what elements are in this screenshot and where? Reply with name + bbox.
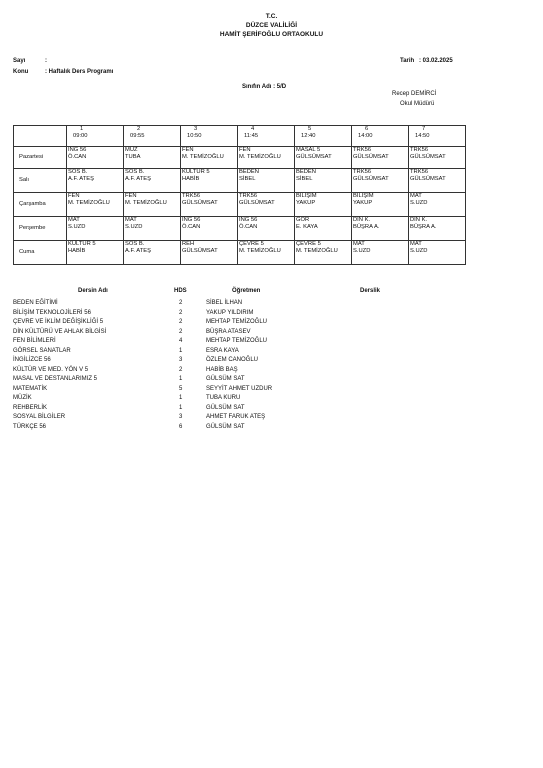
period-header-row: [14, 126, 466, 147]
day-label: Salı: [14, 169, 67, 193]
lesson-cell: [295, 193, 352, 217]
course-name: BEDEN EĞİTİMİ: [13, 300, 58, 306]
course-teacher: SİBEL İLHAN: [206, 300, 243, 306]
schedule-row-cuma: [14, 241, 466, 265]
course-hours: 5: [179, 385, 183, 392]
lesson-subject: MAT: [410, 241, 422, 247]
lesson-teacher: M. TEMİZOĞLU: [239, 154, 281, 160]
period-time: 14:00: [358, 133, 373, 139]
lesson-cell: [181, 193, 238, 217]
lesson-cell: [352, 147, 409, 169]
schedule-table: [13, 125, 466, 265]
header-school-name: HAMİT ŞERİFOĞLU ORTAOKULU: [219, 31, 324, 38]
period-header: [409, 126, 466, 147]
period-number: 5: [308, 126, 312, 132]
lesson-subject: DİN K.: [410, 217, 428, 223]
course-teacher: MEHTAP TEMİZOĞLU: [206, 338, 268, 344]
lesson-teacher: M. TEMİZOĞLU: [296, 248, 338, 254]
lesson-teacher: Ö.CAN: [182, 224, 201, 230]
lesson-subject: BEDEN: [239, 169, 259, 175]
course-row: [13, 356, 313, 366]
lesson-subject: MÜZ: [125, 147, 138, 153]
course-row: [13, 394, 313, 404]
col-header-teacher: Öğretmen: [232, 288, 261, 294]
lesson-cell: [67, 193, 124, 217]
schedule-row-pazartesi: [14, 147, 466, 169]
course-name: DİN KÜLTÜRÜ VE AHLAK BİLGİSİ: [13, 328, 107, 335]
lesson-subject: MAT: [353, 241, 365, 247]
lesson-cell: [181, 241, 238, 265]
lesson-cell: [352, 169, 409, 193]
lesson-teacher: HABİB: [68, 248, 86, 254]
lesson-teacher: Ö.CAN: [239, 224, 258, 230]
col-header-course: Dersin Adı: [78, 288, 108, 294]
lesson-cell: [238, 217, 295, 241]
period-number: 1: [80, 126, 84, 132]
day-label: Perşembe: [14, 217, 67, 241]
lesson-teacher: E. KAYA: [296, 224, 318, 230]
lesson-teacher: YAKUP: [296, 200, 316, 206]
header-tc: T.C.: [265, 13, 278, 20]
lesson-subject: DİN K.: [353, 217, 371, 223]
course-name: SOSYAL BİLGİLER: [13, 414, 66, 420]
lesson-cell: [124, 169, 181, 193]
schedule-row-carsamba: [14, 193, 466, 217]
lesson-cell: [238, 193, 295, 217]
course-name: MASAL VE DESTANLARIMIZ 5: [13, 376, 98, 382]
day-label: Çarşamba: [14, 193, 67, 217]
lesson-cell: [238, 241, 295, 265]
lesson-teacher: S.UZD: [125, 224, 143, 230]
period-number: 4: [251, 126, 255, 132]
course-hours: 1: [179, 404, 183, 411]
schedule-row-persembe: [14, 217, 466, 241]
lesson-cell: [409, 147, 466, 169]
course-hours: 6: [179, 423, 183, 430]
course-teacher: ÖZLEM CANOĞLU: [206, 357, 259, 363]
lesson-cell: [181, 169, 238, 193]
course-teacher: TUBA KURU: [206, 395, 241, 401]
lesson-teacher: S.UZD: [68, 224, 86, 230]
course-teacher: MEHTAP TEMİZOĞLU: [206, 319, 268, 325]
course-row: [13, 309, 313, 319]
lesson-subject: TRK56: [410, 169, 429, 175]
period-header: [124, 126, 181, 147]
lesson-teacher: TUBA: [125, 154, 141, 160]
lesson-cell: [295, 169, 352, 193]
lesson-subject: GÖR: [296, 217, 310, 223]
lesson-teacher: SİBEL: [296, 176, 313, 182]
course-hours: 2: [179, 328, 183, 335]
course-hours: 2: [179, 319, 183, 325]
lesson-cell: [295, 147, 352, 169]
period-time: 14:50: [415, 133, 430, 139]
lesson-subject: TRK56: [410, 147, 429, 153]
lesson-teacher: Ö.CAN: [68, 154, 87, 160]
course-name: FEN BİLİMLERİ: [13, 338, 56, 344]
course-name: REHBERLİK: [13, 404, 48, 411]
lesson-teacher: M. TEMİZOĞLU: [182, 154, 224, 160]
course-teacher: BÜŞRA ATASEV: [206, 328, 251, 335]
course-row: [13, 337, 313, 347]
lesson-cell: [409, 217, 466, 241]
course-name: GÖRSEL SANATLAR: [13, 347, 71, 354]
lesson-teacher: S.UZD: [410, 248, 428, 254]
course-name: BİLİŞİM TEKNOLOJİLERİ 56: [13, 309, 91, 316]
course-teacher: HABİB BAŞ: [206, 366, 238, 373]
course-hours: 1: [179, 376, 183, 382]
tarih-value: : 03.02.2025: [419, 58, 453, 64]
lesson-subject: FEN: [125, 193, 137, 199]
lesson-cell: [124, 241, 181, 265]
sayi-value: :: [45, 58, 47, 64]
lesson-teacher: S.UZD: [353, 248, 371, 254]
lesson-teacher: GÜLSÜMSAT: [239, 200, 275, 206]
lesson-cell: [295, 241, 352, 265]
lesson-subject: KÜLTÜR 5: [182, 169, 210, 175]
lesson-cell: [181, 217, 238, 241]
course-row: [13, 299, 313, 309]
course-teacher: GÜLSÜM SAT: [206, 404, 245, 411]
lesson-cell: [238, 147, 295, 169]
corner-cell: [14, 126, 67, 147]
period-time: 12:40: [301, 133, 316, 139]
lesson-teacher: M. TEMİZOĞLU: [125, 200, 167, 206]
lesson-subject: BİLİŞİM: [296, 193, 317, 199]
lesson-teacher: GÜLSÜMSAT: [182, 200, 218, 206]
lesson-subject: TRK56: [353, 169, 372, 175]
course-row: [13, 413, 313, 423]
period-time: 09:55: [130, 133, 145, 139]
lesson-teacher: GÜLSÜMSAT: [410, 154, 446, 160]
lesson-subject: MASAL 5: [296, 147, 321, 153]
lesson-subject: SOS B.: [68, 169, 88, 175]
course-teacher: SEYYİT AHMET UZDUR: [206, 385, 273, 392]
lesson-teacher: GÜLSÜMSAT: [296, 154, 332, 160]
lesson-cell: [124, 217, 181, 241]
lesson-subject: MAT: [410, 193, 422, 199]
period-time: 11:45: [244, 133, 259, 139]
lesson-cell: [352, 217, 409, 241]
course-row: [13, 375, 313, 385]
lesson-teacher: HABİB: [182, 176, 200, 182]
period-header: [352, 126, 409, 147]
lesson-subject: İNG 56: [182, 217, 201, 223]
period-header: [295, 126, 352, 147]
lesson-teacher: M. TEMİZOĞLU: [239, 248, 281, 254]
lesson-teacher: SİBEL: [239, 176, 256, 182]
period-time: 10:50: [187, 133, 202, 139]
course-list: [13, 299, 313, 432]
period-header: [238, 126, 295, 147]
lesson-subject: REH: [182, 241, 195, 247]
lesson-cell: [409, 193, 466, 217]
lesson-cell: [67, 147, 124, 169]
lesson-cell: [124, 193, 181, 217]
period-number: 3: [194, 126, 198, 132]
lesson-teacher: A.F. ATEŞ: [125, 176, 151, 182]
period-number: 2: [137, 126, 141, 132]
course-hours: 2: [179, 300, 183, 306]
period-time: 09:00: [73, 133, 88, 139]
course-row: [13, 385, 313, 395]
lesson-subject: KÜLTÜR 5: [68, 241, 96, 247]
lesson-subject: BİLİŞİM: [353, 193, 374, 199]
lesson-subject: BEDEN: [296, 169, 316, 175]
course-hours: 3: [179, 414, 183, 420]
course-name: MATEMATİK: [13, 385, 48, 392]
course-teacher: AHMET FARUK ATEŞ: [206, 414, 266, 420]
konu-value: : Haftalık Ders Programı: [45, 69, 114, 75]
lesson-teacher: A.F. ATEŞ: [68, 176, 94, 182]
course-name: ÇEVRE VE İKLİM DEĞİŞİKLİĞİ 5: [13, 319, 104, 325]
period-number: 7: [422, 126, 426, 132]
lesson-teacher: BÜŞRA A.: [410, 224, 437, 230]
lesson-teacher: GÜLSÜMSAT: [353, 154, 389, 160]
lesson-cell: [67, 241, 124, 265]
course-hours: 1: [179, 347, 183, 354]
day-label: Cuma: [14, 241, 67, 265]
lesson-teacher: GÜLSÜMSAT: [410, 176, 446, 182]
course-hours: 1: [179, 395, 183, 401]
course-row: [13, 404, 313, 414]
lesson-cell: [352, 241, 409, 265]
schedule-row-sali: [14, 169, 466, 193]
lesson-cell: [67, 169, 124, 193]
course-teacher: GÜLSÜM SAT: [206, 423, 245, 430]
lesson-teacher: A.F. ATEŞ: [125, 248, 151, 254]
period-header: [181, 126, 238, 147]
lesson-subject: MAT: [68, 217, 80, 223]
lesson-subject: TRK56: [239, 193, 258, 199]
lesson-teacher: M. TEMİZOĞLU: [68, 200, 110, 206]
lesson-cell: [67, 217, 124, 241]
course-name: İNGİLİZCE 56: [13, 357, 51, 363]
konu-label: Konu: [13, 69, 29, 75]
course-teacher: ESRA KAYA: [206, 347, 239, 354]
course-teacher: YAKUP YILDIRIM: [206, 309, 254, 316]
lesson-cell: [409, 241, 466, 265]
course-teacher: GÜLSÜM SAT: [206, 376, 245, 382]
lesson-subject: SOS B.: [125, 241, 145, 247]
lesson-teacher: S.UZD: [410, 200, 428, 206]
lesson-cell: [124, 147, 181, 169]
lesson-subject: FEN: [182, 147, 194, 153]
lesson-teacher: BÜŞRA A.: [353, 224, 380, 230]
tarih-label: Tarih: [400, 58, 415, 64]
lesson-subject: TRK56: [353, 147, 372, 153]
lesson-subject: ÇEVRE 5: [296, 241, 321, 247]
course-hours: 4: [179, 338, 183, 344]
lesson-teacher: GÜLSÜMSAT: [353, 176, 389, 182]
day-label: Pazartesi: [14, 147, 67, 169]
signer-name: Recep DEMİRCİ: [392, 91, 437, 97]
lesson-cell: [409, 169, 466, 193]
period-header: [67, 126, 124, 147]
class-name: Sınıfın Adı : 5/D: [242, 84, 287, 90]
lesson-subject: FEN: [239, 147, 251, 153]
course-name: KÜLTÜR VE MED. YÖN V 5: [13, 366, 89, 373]
course-row: [13, 347, 313, 357]
lesson-cell: [238, 169, 295, 193]
course-row: [13, 423, 313, 433]
lesson-subject: SOS B.: [125, 169, 145, 175]
course-name: TÜRKÇE 56: [13, 423, 47, 430]
course-hours: 3: [179, 357, 183, 363]
course-row: [13, 366, 313, 376]
signer-title: Okul Müdürü: [400, 101, 435, 107]
lesson-subject: İNG 56: [239, 217, 258, 223]
lesson-cell: [181, 147, 238, 169]
lesson-subject: FEN: [68, 193, 80, 199]
lesson-teacher: YAKUP: [353, 200, 373, 206]
course-row: [13, 318, 313, 328]
course-hours: 2: [179, 366, 183, 373]
course-row: [13, 328, 313, 338]
lesson-cell: [295, 217, 352, 241]
header-governorship: DÜZCE VALİLİĞİ: [245, 22, 298, 29]
course-hours: 2: [179, 309, 183, 316]
col-header-room: Derslik: [360, 288, 381, 294]
lesson-subject: MAT: [125, 217, 137, 223]
col-header-hours: HDS: [174, 288, 187, 294]
lesson-cell: [352, 193, 409, 217]
lesson-subject: ÇEVRE 5: [239, 241, 264, 247]
course-name: MÜZİK: [13, 395, 32, 401]
lesson-subject: İNG 56: [68, 147, 87, 153]
lesson-subject: TRK56: [182, 193, 201, 199]
period-number: 6: [365, 126, 369, 132]
lesson-teacher: GÜLSÜMSAT: [182, 248, 218, 254]
sayi-label: Sayı: [13, 58, 26, 64]
